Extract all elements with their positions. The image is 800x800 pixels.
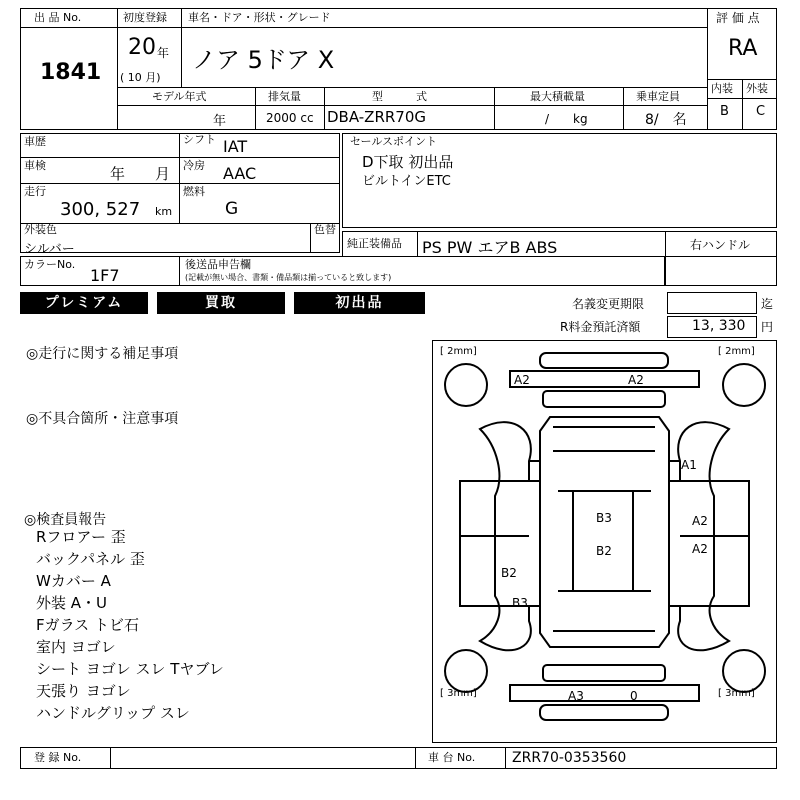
inspection-label: 車検 <box>24 159 46 172</box>
sales-line-2: ビルトインETC <box>362 174 451 189</box>
reg-year-unit: 年 <box>157 46 170 60</box>
details-block <box>20 133 340 253</box>
interior-label: 内装 <box>711 82 733 95</box>
car-diagram <box>432 340 777 743</box>
max-load-value: / kg <box>545 112 588 126</box>
color-change-label: 色替 <box>314 223 336 236</box>
lot-label: 出 品 No. <box>34 11 82 24</box>
model-year-label: モデル年式 <box>152 90 207 103</box>
displacement-label: 排気量 <box>268 90 301 103</box>
sales-line-1: D下取 初出品 <box>362 153 454 171</box>
footer-block <box>20 747 777 769</box>
sales-label: セールスポイント <box>350 135 438 148</box>
fuel-label: 燃料 <box>183 185 205 198</box>
model-code: DBA-ZRR70G <box>327 108 427 126</box>
damage-mark: B3 <box>596 511 612 525</box>
fuel-value: G <box>225 199 239 219</box>
vin-label: 車 台 No. <box>428 751 476 764</box>
damage-mark: A1 <box>681 458 697 472</box>
damage-mark: B2 <box>501 566 517 580</box>
recycle-value: 13, 330 <box>692 318 746 334</box>
ac-label: 冷房 <box>183 159 205 172</box>
color-no-value: 1F7 <box>90 266 120 285</box>
damage-mark: A2 <box>514 373 530 387</box>
reg-year: 20 <box>128 35 156 60</box>
tag-first-listing: 初出品 <box>294 292 425 314</box>
damage-mark: 0 <box>630 689 638 703</box>
exterior-label: 外装 <box>746 82 768 95</box>
car-name: ノア 5ドア X <box>192 46 335 74</box>
inspector-line: Fガラス トビ石 <box>36 616 139 634</box>
shift-label: シフト <box>183 133 216 146</box>
displacement-value: 2000 cc <box>266 111 314 125</box>
name-change-box <box>667 292 757 314</box>
reg-no-label: 登 録 No. <box>34 751 82 764</box>
mileage-value: 300, 527 <box>60 199 141 220</box>
damage-mark: B2 <box>596 544 612 558</box>
history-label: 車歴 <box>24 135 46 148</box>
recycle-unit: 円 <box>761 320 774 334</box>
car-outline <box>433 341 776 742</box>
damage-mark: A2 <box>692 542 708 556</box>
inspector-line: シート ヨゴレ スレ Tヤブレ <box>36 660 224 678</box>
corner-label-bottom-left: [ 3mm] <box>440 688 477 699</box>
name-change-label: 名義変更期限 <box>572 297 645 311</box>
inspector-line: 外装 A・U <box>36 594 108 612</box>
corner-label-bottom-right: [ 3mm] <box>718 688 755 699</box>
damage-mark: A2 <box>628 373 644 387</box>
inspector-line: Wカバー A <box>36 572 111 590</box>
type-label: 型 式 <box>372 90 427 103</box>
recycle-label: R料金預託済額 <box>560 320 641 334</box>
max-load-label: 最大積載量 <box>530 90 585 103</box>
lot-number: 1841 <box>40 60 102 85</box>
inspector-line: バックパネル 歪 <box>36 550 145 568</box>
color-label: 外装色 <box>24 223 57 236</box>
inspector-line: 室内 ヨゴレ <box>36 638 116 656</box>
vin-value: ZRR70-0353560 <box>512 750 627 766</box>
reg-month: ( 10 月) <box>120 71 161 84</box>
shift-value: IAT <box>223 137 248 156</box>
inspection-value: 年 月 <box>110 165 171 183</box>
mileage-unit: km <box>155 205 173 218</box>
capacity-label: 乗車定員 <box>636 90 680 103</box>
inspector-line: ハンドルグリップ スレ <box>36 704 190 722</box>
corner-label-top-left: [ 2mm] <box>440 346 477 357</box>
steering-value: 右ハンドル <box>690 238 751 252</box>
tag-premium: プレミアム <box>20 292 148 314</box>
driving-notes-header: ◎走行に関する補足事項 <box>26 346 179 362</box>
inspector-line: 天張り ヨゴレ <box>36 682 131 700</box>
damage-mark: A3 <box>568 689 584 703</box>
exterior-grade: C <box>756 104 766 119</box>
defect-notes-header: ◎不具合箇所・注意事項 <box>26 411 179 427</box>
first-reg-label: 初度登録 <box>123 11 167 24</box>
tag-kaitori: 買取 <box>157 292 285 314</box>
equip-label: 純正装備品 <box>347 237 402 250</box>
docs-label: 後送品申告欄 <box>185 258 251 271</box>
mileage-label: 走行 <box>24 185 46 198</box>
car-name-label: 車名・ドア・形状・グレード <box>188 11 331 24</box>
color-no-label: カラーNo. <box>24 258 76 271</box>
ac-value: AAC <box>223 164 257 183</box>
capacity-value: 8/ 名 <box>645 112 687 128</box>
rating-value: RA <box>728 36 758 61</box>
interior-grade: B <box>720 104 729 119</box>
inspector-header: ◎検査員報告 <box>24 512 107 528</box>
color-value: シルバー <box>24 242 75 257</box>
docs-note: (記載が無い場合、書類・備品類は揃っていると致します) <box>185 273 392 282</box>
damage-mark: A2 <box>692 514 708 528</box>
rating-label: 評 価 点 <box>716 11 760 25</box>
name-change-unit: 迄 <box>761 297 774 311</box>
model-year-unit: 年 <box>213 114 227 129</box>
corner-label-top-right: [ 2mm] <box>718 346 755 357</box>
damage-mark: B3 <box>512 596 528 610</box>
inspector-line: Rフロアー 歪 <box>36 528 126 546</box>
equipment-value: PS PW エアB ABS <box>422 238 558 257</box>
